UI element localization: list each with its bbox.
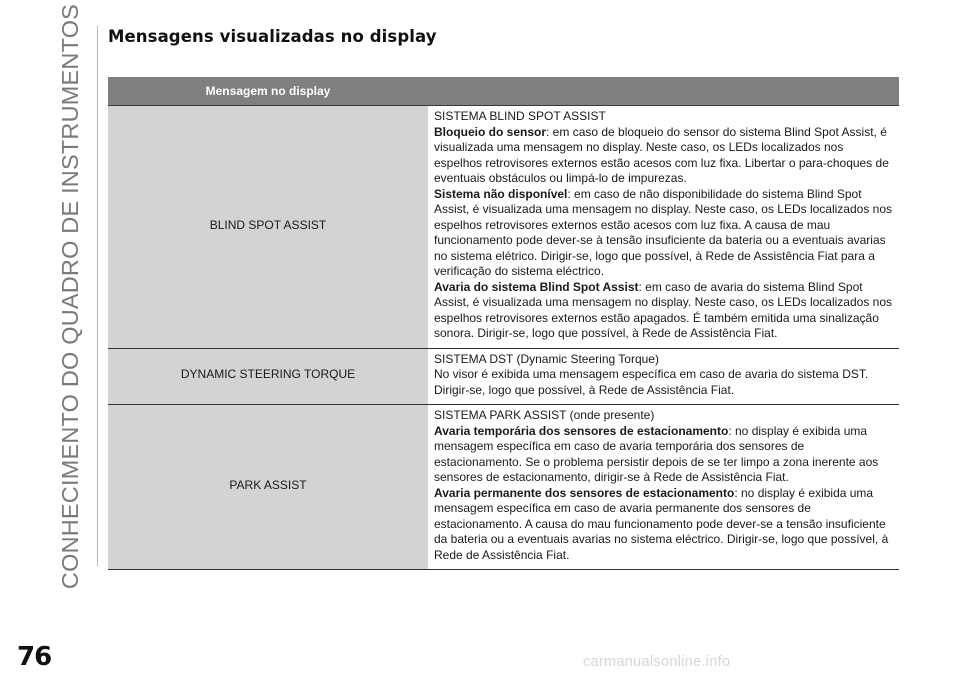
row-description-dynamic-steering-torque (428, 348, 899, 405)
row-description-park-assist (428, 405, 899, 570)
paragraph-text: : no display é exibida uma mensagem específica em caso de avaria temporária dos sensores de estacionamento. Se o problema persistir depois de se ter limpo a zona inerente aos sensores de estacionamento, dirigir-se à Rede de Assistência Fiat. (434, 423, 879, 484)
watermark: carmanualsonline.info (583, 654, 731, 670)
paragraph-bold: Avaria temporária dos sensores de estacionamento (434, 423, 729, 438)
table-header-row (108, 77, 899, 106)
row-label-dynamic-steering-torque: DYNAMIC STEERING TORQUE (108, 348, 428, 405)
paragraph-bold: Avaria permanente dos sensores de estacionamento (434, 485, 735, 500)
paragraph-text: No visor é exibida uma mensagem específica em caso de avaria do sistema DST. Dirigir-se, logo que possível, à Rede de Assistência Fiat. (434, 367, 869, 397)
paragraph-bold: Bloqueio do sensor (434, 124, 547, 139)
row-description-blind-spot-assist (428, 106, 899, 349)
description-paragraph (434, 109, 893, 125)
chapter-divider (97, 26, 98, 566)
description-paragraph (434, 424, 893, 486)
description-paragraph (434, 352, 893, 368)
description-paragraph (434, 367, 893, 398)
row-label-park-assist: PARK ASSIST (108, 405, 428, 570)
description-paragraph (434, 408, 893, 424)
description-paragraph (434, 486, 893, 564)
display-messages-table (108, 77, 899, 570)
paragraph-text: : em caso de não disponibilidade do sistema Blind Spot Assist, é visualizada uma mensagem no display. Neste caso, os LEDs localizados nos espelhos retrovisores externos estão acesos com luz fixa. A causa de mau funcionamento pode dever-se à tensão insuficiente da bateria ou a eventuais avarias no sistema elétrico. Dirigir-se, logo que possível, à Rede de Assistência Fiat para a verificação do sistema eléctrico. (434, 186, 892, 278)
description-paragraph (434, 280, 893, 342)
row-label-blind-spot-assist: BLIND SPOT ASSIST (108, 106, 428, 349)
section-title: Mensagens visualizadas no display (108, 27, 437, 46)
paragraph-text: : em caso de avaria do sistema Blind Spot Assist, é visualizada uma mensagem no display. Neste caso, os LEDs localizados nos espelhos retrovisores externos estão apagados. É também emitida uma sinalização sonora. Dirigir-se, logo que possível, à Rede de Assistência Fiat. (434, 279, 892, 340)
header-display-message: Mensagem no display (108, 77, 428, 106)
chapter-side-title-text: CONHECIMENTO DO QUADRO DE INSTRUMENTOS (57, 3, 84, 589)
paragraph-text: : no display é exibida uma mensagem específica em caso de avaria permanente dos sensores de estacionamento. A causa do mau funcionamento pode dever-se a tensão insuficiente da bateria ou a eventuais avarias no sistema eléctrico. Dirigir-se, logo que possível, à Rede de Assistência Fiat. (434, 485, 889, 562)
paragraph-bold: Sistema não disponível (434, 186, 568, 201)
paragraph-bold: Avaria do sistema Blind Spot Assist (434, 279, 639, 294)
page-number: 76 (17, 642, 52, 672)
table-row (108, 405, 899, 570)
table-row (108, 106, 899, 349)
paragraph-text: SISTEMA BLIND SPOT ASSIST (434, 109, 606, 123)
paragraph-text: : em caso de bloqueio do sensor do sistema Blind Spot Assist, é visualizada uma mensagem no display. Neste caso, os LEDs localizados nos espelhos retrovisores externos estão acesos com luz fixa. Libertar o para-choques de eventuais obstáculos ou limpá-lo de impurezas. (434, 124, 889, 185)
paragraph-text: SISTEMA DST (Dynamic Steering Torque) (434, 351, 659, 366)
table-row (108, 348, 899, 405)
description-paragraph (434, 125, 893, 187)
description-paragraph (434, 187, 893, 280)
chapter-side-title (50, 3, 92, 589)
paragraph-text: SISTEMA PARK ASSIST (onde presente) (434, 408, 655, 422)
header-description (428, 77, 899, 106)
